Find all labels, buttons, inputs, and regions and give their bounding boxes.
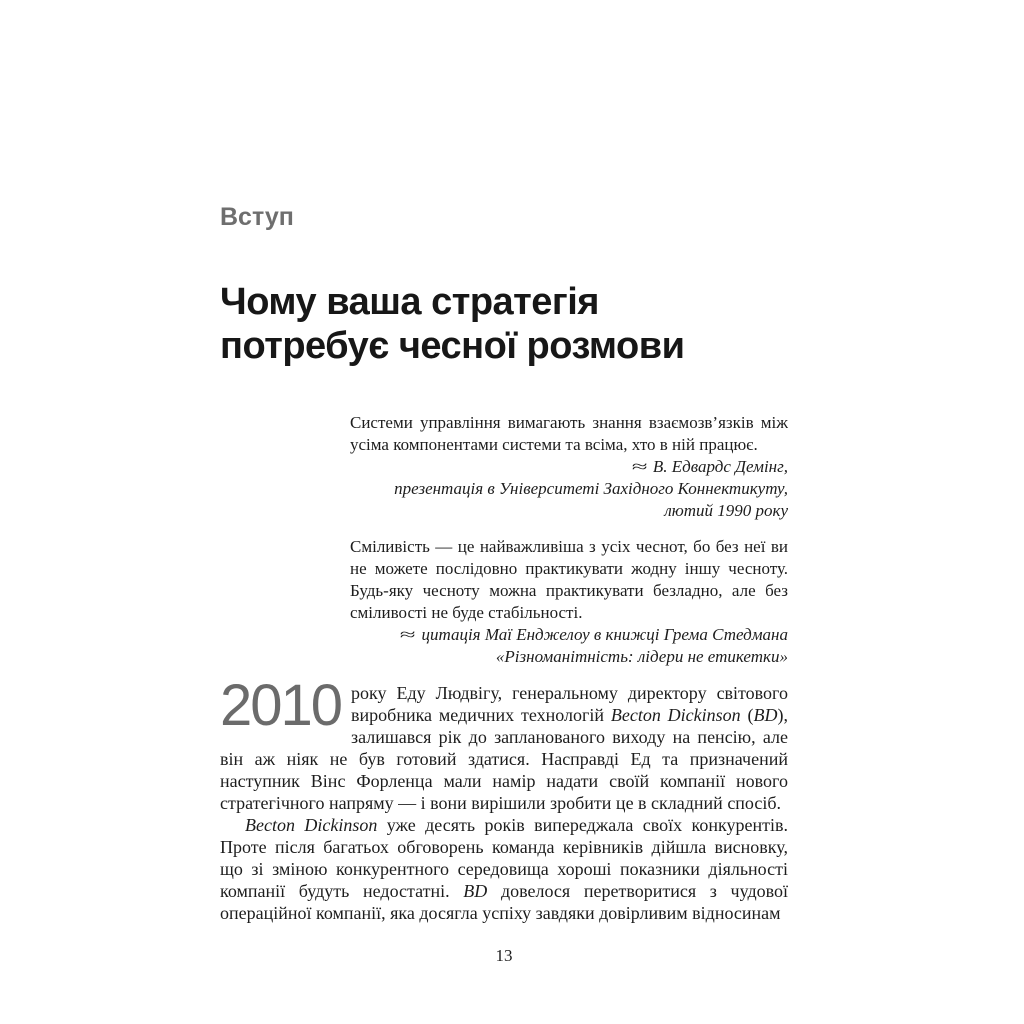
emphasized-text: BD <box>753 705 778 725</box>
paragraph-text: уже десять років випереджала своїх конкурентів. Проте після багатьох обговорень команда керівників дійшла висновку, що зі зміною конкурентного середовища хороші показники діяльності компанії будуть недостатні. <box>220 815 788 901</box>
epigraph-attribution <box>350 456 788 522</box>
epigraph-block <box>350 412 788 668</box>
epigraph-attribution-line: презентація в Університеті Західного Коннектикуту, <box>394 479 788 498</box>
epigraph-attribution <box>350 624 788 668</box>
epigraph <box>350 536 788 668</box>
body-text <box>220 673 788 924</box>
epigraph-attribution-line: ≈ В. Едвардс Демінг, <box>631 457 788 476</box>
epigraph-quote: Системи управління вимагають знання взаємозв’язків між усіма компонентами системи та всіма, хто в ній працює. <box>350 413 788 454</box>
epigraph <box>350 412 788 522</box>
drop-cap-year: 2010 <box>220 673 342 738</box>
chapter-title-line: потребує чесної розмови <box>220 325 685 367</box>
swash-tilde-icon: ≈ <box>399 626 416 644</box>
epigraph-attribution-line: лютий 1990 року <box>664 501 788 520</box>
paragraph <box>220 814 788 924</box>
chapter-header <box>220 0 788 368</box>
emphasized-text: Becton Dickinson <box>610 705 741 725</box>
chapter-title-line: Чому ваша стратегія <box>220 281 599 323</box>
emphasized-text: Becton Dickinson <box>245 815 378 835</box>
paragraph-text: року Еду Людвігу, генеральному директору світового виробника медичних технологій <box>351 683 788 725</box>
section-label: Вступ <box>220 203 294 231</box>
paragraph-text: довелося перетворитися з чудової операційної компанії, яка досягла успіху завдяки довірливим відносинам <box>220 881 788 923</box>
paragraph <box>220 673 788 814</box>
emphasized-text: BD <box>463 881 488 901</box>
epigraph-quote: Сміливість — це найважливіша з усіх чеснот, бо без неї ви не можете послідовно практикувати жодну іншу чесноту. Будь-яку чесноту можна практикувати безладно, але без сміливості не буде стабільності. <box>350 537 788 622</box>
chapter-title <box>220 280 788 368</box>
epigraph-attribution-line: ≈ цитація Маї Енджелоу в книжці Грема Стедмана <box>399 625 788 644</box>
paragraph-text: ), залишався рік до запланованого виходу на пенсію, але він аж ніяк не був готовий здатися. Насправді Ед та призначений наступник Вінс Форленца мали намір надати своїй компанії нового стратегічного напряму — і вони вирішили зробити це в складний спосіб. <box>220 705 788 813</box>
swash-tilde-icon: ≈ <box>631 458 648 476</box>
epigraph-attribution-line: «Різноманітність: лідери не етикетки» <box>495 647 788 666</box>
paragraph-text: ( <box>740 705 754 725</box>
page-number: 13 <box>495 946 513 965</box>
